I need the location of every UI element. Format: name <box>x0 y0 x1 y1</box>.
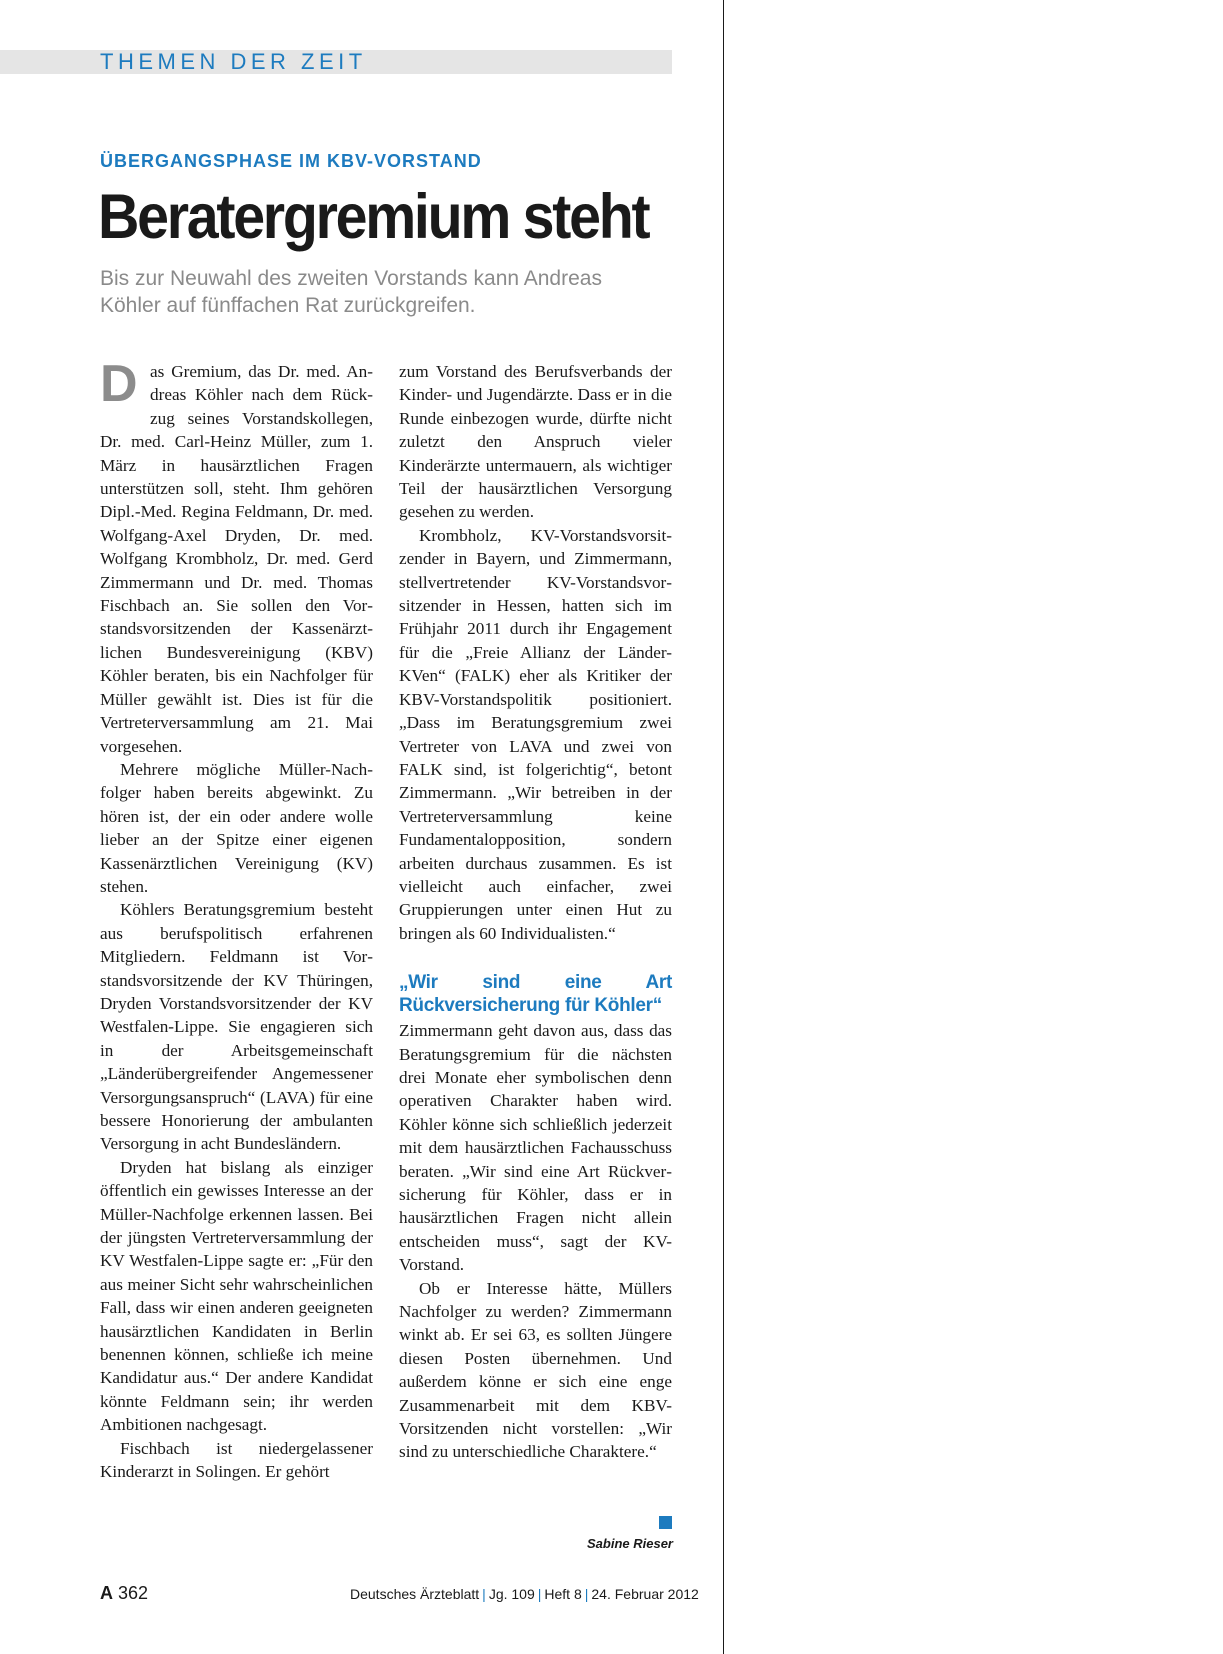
drop-cap: D <box>100 355 138 413</box>
journal-name: Deutsches Ärzteblatt <box>350 1586 480 1602</box>
text-column-2 <box>399 360 672 1464</box>
journal-date: 24. Februar 2012 <box>591 1586 699 1602</box>
journal-issue: Heft 8 <box>544 1586 582 1602</box>
paragraph: Dryden hat bislang als einziger öffentlich ein gewisses Interesse an der Müller-Nachfolge erkennen lassen. Bei der jüngsten Vertreterversammlung der KV Westfalen-Lippe sagte er: „Für den aus meiner Sicht sehr wahrscheinlichen Fall, dass wir einen anderen geeigneten hausärztlichen Kandidaten in Berlin benennen können, schließe ich meine Kandidatur aus.“ Der andere Kandidat könnte Feldmann sein; ihr werden Ambitionen nachgesagt. <box>100 1157 373 1435</box>
article-title: Beratergremium steht <box>98 182 649 252</box>
paragraph: Zimmermann geht davon aus, dass das Beratungsgremium für die nächsten drei Monate eher symbolischen denn operativen Charakter haben wird. Köhler könne sich schließlich jederzeit mit dem hausärztlichen Fachausschuss beraten. „Wir sind eine Art Rückversicherung für Köhler, dass er in hausärztlichen Fragen nicht allein entscheiden muss“, sagt der KV-Vorstand. <box>399 1021 672 1275</box>
journal-volume: Jg. 109 <box>488 1586 535 1602</box>
journal-footer: Deutsches Ärzteblatt | Jg. 109 | Heft 8 | 24. Februar 2012 <box>350 1586 699 1602</box>
paragraph: Krombholz, KV-Vorstandsvorsitzender in Bayern, und Zimmermann, stellvertretender KV-Vorstandsvorsitzender in Hessen, hatten sich im Frühjahr 2011 durch ihr Engagement für die „Freie Allianz der Länder-KVen“ (FALK) eher als Kritiker der KBV-Vorstandspolitik positioniert. „Dass im Beratungsgremium zwei Vertreter von LAVA und zwei von FALK sind, ist folgerichtig“, betont Zimmermann. „Wir betreiben in der Vertreterversammlung keine Fundamentalopposition, sondern arbeiten durchaus zusammen. Es ist vielleicht auch einfacher, zwei Gruppierungen unter einen Hut zu bringen als 60 Individualisten.“ <box>399 525 672 943</box>
section-label: THEMEN DER ZEIT <box>100 49 367 74</box>
end-of-article-mark <box>659 1516 672 1529</box>
article-kicker: ÜBERGANGSPHASE IM KBV-VORSTAND <box>100 151 482 171</box>
paragraph: Köhlers Beratungsgremium besteht aus berufspolitisch erfahrenen Mitgliedern. Feldmann ist Vorstandsvorsitzende der KV Thüringen, Dryden Vorstandsvorsitzender der KV Westfalen-Lippe. Sie engagieren sich in der Arbeitsgemeinschaft „Länderübergreifender Angemessener Versorgungsanspruch“ (LAVA) für eine bessere Honorierung der ambulanten Versorgung in acht Bundesländern. <box>100 900 373 1154</box>
page-edge-rule <box>723 0 724 1654</box>
paragraph: Fischbach ist niedergelassener Kinderarzt in Solingen. Er gehört <box>100 1438 373 1482</box>
author-byline: Sabine Rieser <box>587 1536 673 1551</box>
paragraph: Ob er Interesse hätte, Müllers Nachfolger zu werden? Zimmermann winkt ab. Er sei 63, es sollten Jüngere diesen Posten übernehmen. Und außerdem könne er sich eine enge Zusammenarbeit mit dem KBV-Vorsitzenden nicht vorstellen: „Wir sind zu unterschiedliche Charaktere.“ <box>399 1278 672 1462</box>
page-number: A 362 <box>100 1583 149 1603</box>
article-lead: Bis zur Neuwahl des zweiten Vorstands kann Andreas Köhler auf fünffachen Rat zurückgreifen. <box>100 267 602 317</box>
paragraph: zum Vorstand des Berufsverbands der Kinder- und Jugendärzte. Dass er in die Runde einbezogen wurde, dürfte nicht zuletzt den Anspruch vieler Kinderärzte untermauern, als wichtiger Teil der hausärztlichen Versorgung gesehen zu werden. <box>399 362 672 522</box>
article-subheading: „Wir sind eine Art Rückversicherung für Köhler“ <box>399 972 672 1017</box>
paragraph: Mehrere mögliche Müller-Nachfolger haben bereits abgewinkt. Zu hören ist, der ein oder andere wolle lieber an der Spitze einer eigenen Kassenärztlichen Vereinigung (KV) stehen. <box>100 759 373 896</box>
text-column-1 <box>100 355 373 1484</box>
paragraph: Das Gremium, das Dr. med. Andreas Köhler nach dem Rückzug seines Vorstandskollegen, Dr. med. Carl-Heinz Müller, zum 1. März in hausärztlichen Fragen unterstützen soll, steht. Ihm gehören Dipl.-Med. Regina Feldmann, Dr. med. Wolfgang-Axel Dryden, Dr. med. Wolfgang Krombholz, Dr. med. Gerd Zimmermann und Dr. med. Thomas Fischbach an. Sie sollen den Vorstandsvorsitzenden der Kassenärztlichen Bundesvereinigung (KBV) Köhler beraten, bis ein Nachfolger für Müller gewählt ist. Dies ist für die Vertreterversammlung am 21. Mai vorgesehen. <box>100 355 373 756</box>
